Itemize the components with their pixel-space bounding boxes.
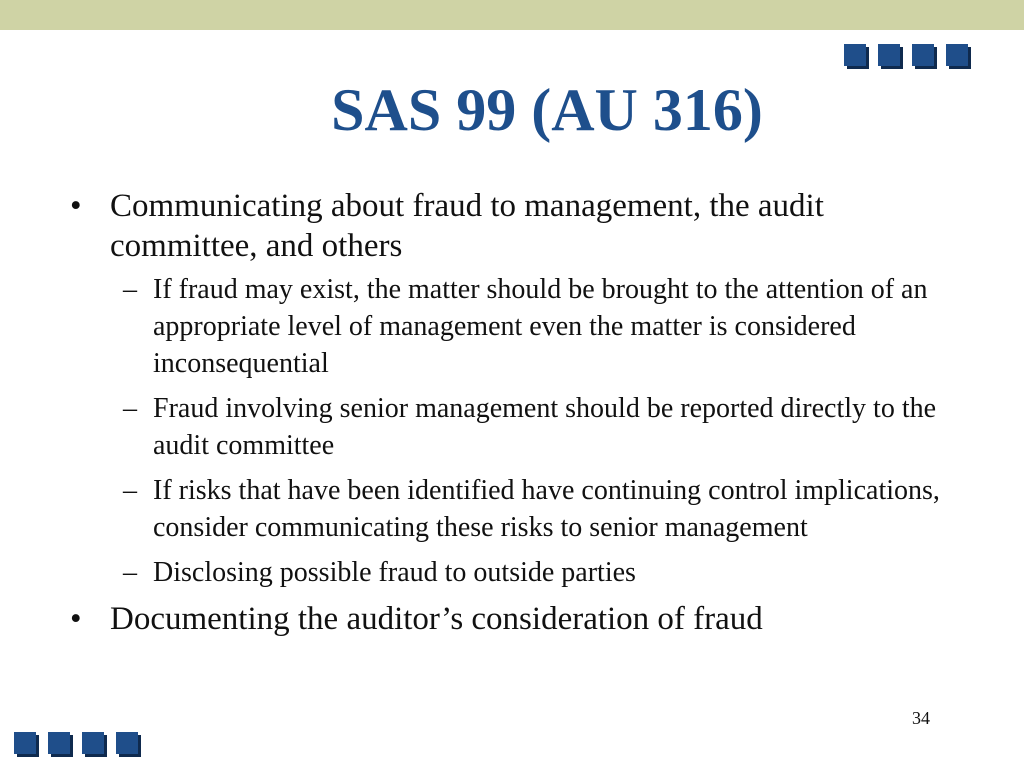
bullet-text: Documenting the auditor’s consideration of fraud [110,601,763,637]
dash-icon: – [123,557,137,588]
page-number: 34 [912,708,930,728]
square-icon [878,44,900,66]
square-icon [116,732,138,754]
dash-icon: – [123,393,137,424]
sub-bullet-text: Fraud involving senior management should be reported directly to the audit committee [153,393,937,461]
slide-title: SAS 99 (AU 316) [331,77,763,143]
sub-bullet-item [123,472,950,546]
sub-bullet-list [70,271,950,591]
bullet-item [70,186,950,266]
bullet-icon: • [70,601,82,637]
bullet-item [70,599,950,639]
sub-bullet-item [123,271,950,382]
bullet-text: Communicating about fraud to management, the audit committee, and others [110,188,824,264]
square-icon [82,732,104,754]
square-icon [844,44,866,66]
dash-icon: – [123,475,137,506]
square-icon [14,732,36,754]
sub-bullet-text: If risks that have been identified have continuing control implications, consider communicating these risks to senior management [153,475,940,543]
dash-icon: – [123,274,137,305]
square-icon [48,732,70,754]
sub-bullet-text: Disclosing possible fraud to outside parties [153,557,636,588]
square-icon [946,44,968,66]
sub-bullet-item [123,554,950,591]
square-icon [912,44,934,66]
decorative-squares-top [844,44,968,66]
decorative-squares-bottom [14,732,138,754]
sub-bullet-item [123,390,950,464]
top-accent-band [0,0,1024,30]
bullet-icon: • [70,188,82,224]
sub-bullet-text: If fraud may exist, the matter should be brought to the attention of an appropriate level of management even the matter is considered inconsequential [153,274,928,379]
slide-content [70,186,950,639]
